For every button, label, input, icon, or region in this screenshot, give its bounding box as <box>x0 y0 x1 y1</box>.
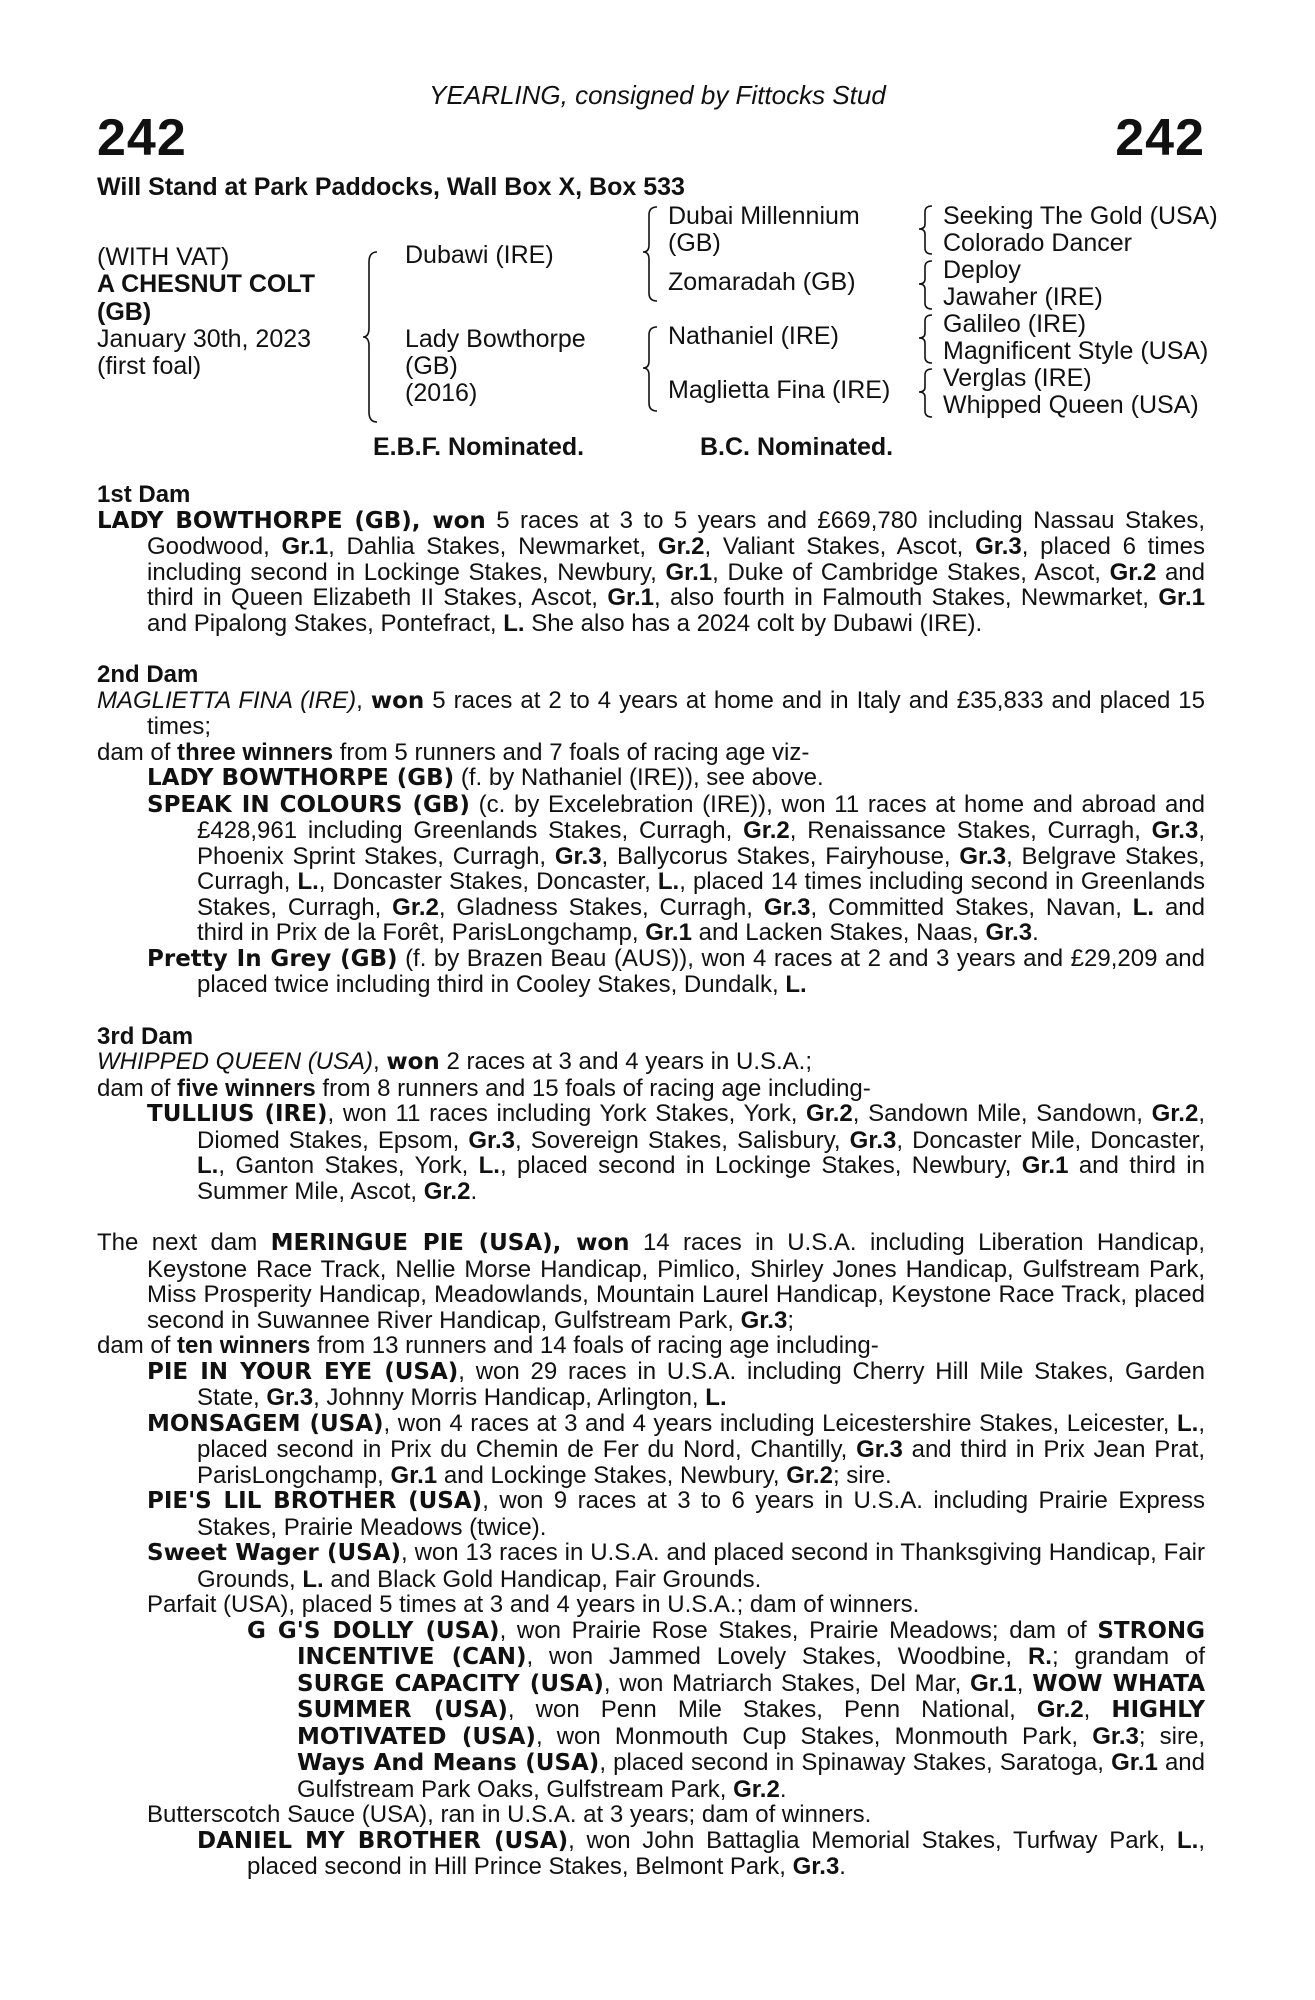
dam-sire: Nathaniel (IRE) <box>668 322 839 350</box>
dam-sire-sire: Galileo (IRE) <box>943 310 1087 338</box>
produce-daniel-my-brother: DANIEL MY BROTHER (USA), won John Battaglia Memorial Stakes, Turfway Park, L., placed second in Hill Prince Stakes, Belmont Park, Gr.3. <box>197 1826 1205 1880</box>
lot-name-country: (GB) <box>97 298 152 326</box>
next-dam-text: The next dam MERINGUE PIE (USA), won 14 races in U.S.A. including Liberation Handicap, Keystone Race Track, Nellie Morse Handicap, Pimlico, Shirley Jones Handicap, Gulfstream Park, Miss Prosperity Handicap, Meadowlands, Mountain Laurel Handicap, Keystone Race Track, placed second in Suwannee River Handicap, Gulfstream Park, Gr.3; <box>97 1229 1205 1334</box>
pedigree-bracket-4a <box>920 204 936 256</box>
dam-sire-dam: Magnificent Style (USA) <box>943 337 1209 365</box>
produce-lady-bowthorpe: LADY BOWTHORPE (GB) (f. by Nathaniel (IRE)), see above. <box>147 764 824 791</box>
foaling-date: January 30th, 2023 <box>97 325 312 353</box>
dam-country: (GB) <box>405 352 458 380</box>
produce-speak-in-colours: SPEAK IN COLOURS (GB) (c. by Excelebration (IRE)), won 11 races at home and abroad and £428,961 including Greenlands Stakes, Curragh, Gr.2, Renaissance Stakes, Curragh, Gr.3, Phoenix Sprint Stakes, Curragh, Gr.3, Ballycorus Stakes, Fairyhouse, Gr.3, Belgrave Stakes, Curragh, L., Doncaster Stakes, Doncaster, L., placed 14 times including second in Greenlands Stakes, Curragh, Gr.2, Gladness Stakes, Curragh, Gr.3, Committed Stakes, Navan, L. and third in Prix de la Forêt, ParisLongchamp, Gr.1 and Lacken Stakes, Naas, Gr.3. <box>147 790 1206 946</box>
dam-dam-dam: Whipped Queen (USA) <box>943 391 1199 419</box>
third-dam-heading: 3rd Dam <box>97 1022 194 1050</box>
pedigree-bracket-dam <box>645 325 665 415</box>
sire-dam: Zomaradah (GB) <box>668 268 856 296</box>
sire-name: Dubawi (IRE) <box>405 241 554 269</box>
produce-monsagem: MONSAGEM (USA), won 4 races at 3 and 4 years including Leicestershire Stakes, Leicester, L., placed second in Prix du Chemin de Fer du Nord, Chantilly, Gr.3 and third in Prix Jean Prat, ParisLongchamp, Gr.1 and Lockinge Stakes, Newbury, Gr.2; sire. <box>147 1409 1205 1489</box>
stand-location: Will Stand at Park Paddocks, Wall Box X, Box 533 <box>97 173 685 201</box>
produce-butterscotch-sauce: Butterscotch Sauce (USA), ran in U.S.A. at 3 years; dam of winners. <box>147 1801 872 1828</box>
second-dam-heading: 2nd Dam <box>97 661 199 688</box>
third-dam-text: WHIPPED QUEEN (USA), won 2 races at 3 and 4 years in U.S.A.; <box>97 1048 812 1075</box>
first-dam-heading: 1st Dam <box>97 481 191 508</box>
lot-number-right: 242 <box>1115 109 1205 167</box>
pedigree-bracket-sire <box>645 205 665 305</box>
sire-sire-dam: Colorado Dancer <box>943 229 1132 257</box>
first-dam-text: LADY BOWTHORPE (GB), won 5 races at 3 to 5 years and £669,780 including Nassau Stakes, Goodwood, Gr.1, Dahlia Stakes, Newmarket, Gr.2, Valiant Stakes, Ascot, Gr.3, placed 6 times including second in Lockinge Stakes, Newbury, Gr.1, Duke of Cambridge Stakes, Ascot, Gr.2 and third in Queen Elizabeth II Stakes, Ascot, Gr.1, also fourth in Falmouth Stakes, Newmarket, Gr.1 and Pipalong Stakes, Pontefract, L. She also has a 2024 colt by Dubawi (IRE). <box>97 506 1206 637</box>
sire-dam-dam: Jawaher (IRE) <box>943 283 1103 311</box>
pedigree-bracket-4b <box>920 259 936 311</box>
sire-dam-sire: Deploy <box>943 256 1021 284</box>
ebf-nomination: E.B.F. Nominated. <box>373 433 585 461</box>
pedigree-bracket-4c <box>920 313 936 365</box>
second-dam-text: MAGLIETTA FINA (IRE), won 5 races at 2 to 4 years at home and in Italy and £35,833 and placed 15 times; <box>97 686 1206 740</box>
sire-sire: Dubai Millennium <box>668 202 860 230</box>
produce-g-gs-dolly: G G'S DOLLY (USA), won Prairie Rose Stakes, Prairie Meadows; dam of STRONG INCENTIVE (CAN), won Jammed Lovely Stakes, Woodbine, R.; grandam of SURGE CAPACITY (USA), won Matriarch Stakes, Del Mar, Gr.1, WOW WHATA SUMMER (USA), won Penn Mile Stakes, Penn National, Gr.2, HIGHLY MOTIVATED (USA), won Monmouth Cup Stakes, Monmouth Park, Gr.3; sire, Ways And Means (USA), placed second in Spinaway Stakes, Saratoga, Gr.1 and Gulfstream Park Oaks, Gulfstream Park, Gr.2. <box>247 1616 1206 1803</box>
dam-dam: Maglietta Fina (IRE) <box>668 376 891 404</box>
produce-parfait: Parfait (USA), placed 5 times at 3 and 4 years in U.S.A.; dam of winners. <box>147 1591 920 1618</box>
produce-pies-lil-brother: PIE'S LIL BROTHER (USA), won 9 races at 3 to 6 years in U.S.A. including Prairie Express Stakes, Prairie Meadows (twice). <box>147 1487 1206 1541</box>
lot-number-left: 242 <box>97 109 187 167</box>
dam-dam-sire: Verglas (IRE) <box>943 364 1092 392</box>
produce-pie-in-your-eye: PIE IN YOUR EYE (USA), won 29 races in U.S.A. including Cherry Hill Mile Stakes, Garden State, Gr.3, Johnny Morris Handicap, Arlington, L. <box>147 1357 1205 1411</box>
next-dam-produce: dam of ten winners from 13 runners and 14 foals of racing age including- <box>97 1332 879 1359</box>
vat-note: (WITH VAT) <box>97 243 230 271</box>
pedigree-bracket-main <box>365 250 385 425</box>
sire-sire-sire: Seeking The Gold (USA) <box>943 202 1218 230</box>
page-subtitle: YEARLING, consigned by Fittocks Stud <box>429 80 886 110</box>
produce-pretty-in-grey: Pretty In Grey (GB) (f. by Brazen Beau (AUS)), won 4 races at 2 and 3 years and £29,209 and placed twice including third in Cooley Stakes, Dundalk, L. <box>147 944 1205 998</box>
third-dam-produce: dam of five winners from 8 runners and 15 foals of racing age including- <box>97 1074 871 1102</box>
sire-sire-country: (GB) <box>668 229 721 257</box>
produce-tullius: TULLIUS (IRE), won 11 races including York Stakes, York, Gr.2, Sandown Mile, Sandown, Gr.2, Diomed Stakes, Epsom, Gr.3, Sovereign Stakes, Salisbury, Gr.3, Doncaster Mile, Doncaster, L., Ganton Stakes, York, L., placed second in Lockinge Stakes, Newbury, Gr.1 and third in Summer Mile, Ascot, Gr.2. <box>147 1100 1206 1205</box>
second-dam-produce: dam of three winners from 5 runners and 7 foals of racing age viz- <box>97 738 810 766</box>
dam-name: Lady Bowthorpe <box>405 325 586 353</box>
produce-sweet-wager: Sweet Wager (USA), won 13 races in U.S.A. and placed second in Thanksgiving Handicap, Fair Grounds, L. and Black Gold Handicap, Fair Grounds. <box>147 1539 1206 1593</box>
bc-nomination: B.C. Nominated. <box>700 433 894 461</box>
dam-foaled: (2016) <box>405 379 478 407</box>
pedigree-bracket-4d <box>920 367 936 419</box>
lot-name: A CHESNUT COLT <box>97 270 316 298</box>
foal-note: (first foal) <box>97 352 202 380</box>
catalogue-body <box>97 482 1205 1880</box>
